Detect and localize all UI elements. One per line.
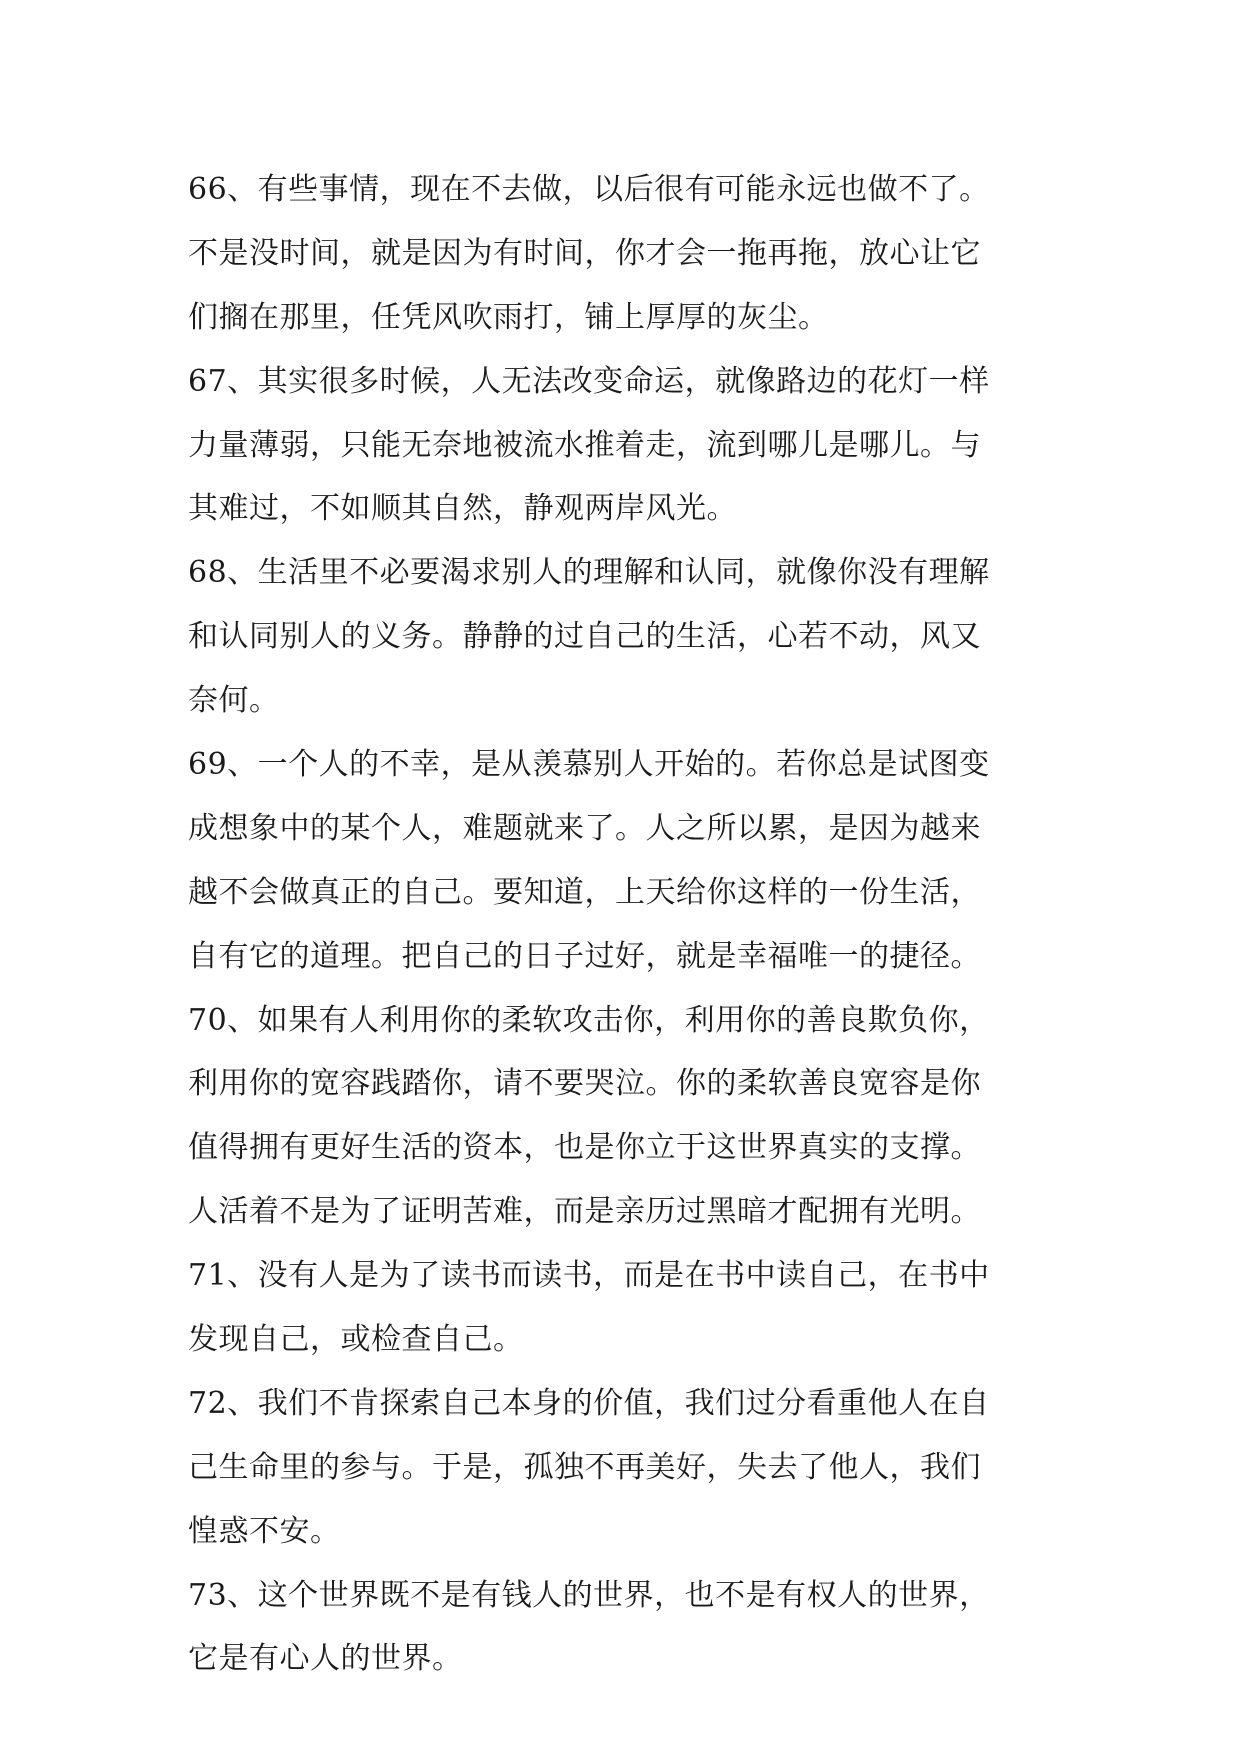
text-line: 67、其实很多时候，人无法改变命运，就像路边的花灯一样 (188, 363, 990, 399)
text-line: 成想象中的某个人，难题就来了。人之所以累，是因为越来 (188, 810, 981, 846)
text-line: 71、没有人是为了读书而读书，而是在书中读自己，在书中 (188, 1258, 990, 1294)
text-line: 力量薄弱，只能无奈地被流水推着走，流到哪儿是哪儿。与 (188, 427, 981, 463)
text-line: 73、这个世界既不是有钱人的世界，也不是有权人的世界， (188, 1577, 990, 1613)
text-line: 利用你的宽容践踏你，请不要哭泣。你的柔软善良宽容是你 (188, 1066, 981, 1102)
text-line: 们搁在那里，任凭风吹雨打，铺上厚厚的灰尘。 (188, 299, 829, 335)
text-line: 69、一个人的不幸，是从羡慕别人开始的。若你总是试图变 (188, 747, 990, 783)
text-line: 它是有心人的世界。 (188, 1641, 463, 1677)
text-line: 72、我们不肯探索自己本身的价值，我们过分看重他人在自 (188, 1385, 990, 1421)
text-line: 人活着不是为了证明苦难，而是亲历过黑暗才配拥有光明。 (188, 1194, 981, 1230)
text-line: 越不会做真正的自己。要知道，上天给你这样的一份生活， (188, 874, 981, 910)
text-line: 68、生活里不必要渴求别人的理解和认同，就像你没有理解 (188, 555, 990, 591)
text-line: 66、有些事情，现在不去做，以后很有可能永远也做不了。 (188, 172, 990, 207)
text-line: 自有它的道理。把自己的日子过好，就是幸福唯一的捷径。 (188, 938, 981, 974)
text-line: 其难过，不如顺其自然，静观两岸风光。 (188, 491, 737, 527)
text-line: 发现自己，或检查自己。 (188, 1322, 524, 1358)
text-line: 不是没时间，就是因为有时间，你才会一拖再拖，放心让它 (188, 235, 981, 271)
text-line: 和认同别人的义务。静静的过自己的生活，心若不动，风又 (188, 619, 981, 655)
text-line: 值得拥有更好生活的资本，也是你立于这世界真实的支撑。 (188, 1130, 981, 1166)
text-line: 惶惑不安。 (188, 1513, 341, 1549)
text-line: 奈何。 (188, 683, 280, 719)
text-line: 己生命里的参与。于是，孤独不再美好，失去了他人，我们 (188, 1449, 981, 1485)
document-body (188, 158, 1068, 1691)
text-line: 70、如果有人利用你的柔软攻击你，利用你的善良欺负你， (188, 1002, 990, 1038)
